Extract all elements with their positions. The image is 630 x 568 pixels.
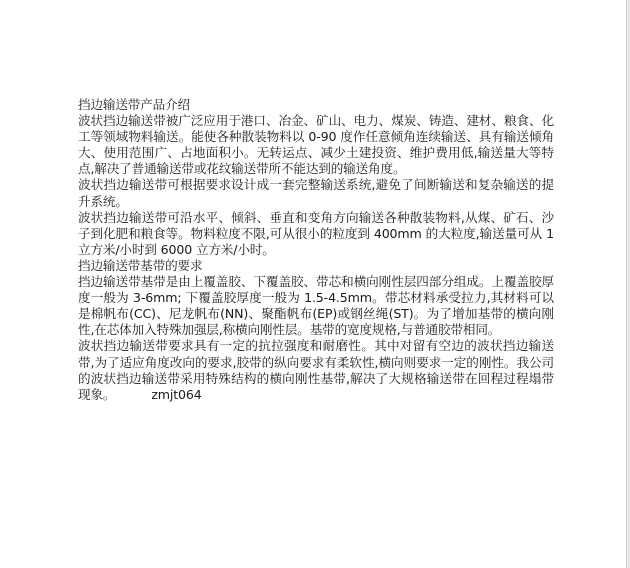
page-right-edge (626, 0, 630, 568)
article-body (78, 97, 554, 403)
product-code: zmjt064 (151, 386, 202, 402)
paragraph-intro: 波状挡边输送带被广泛应用于港口、冶金、矿山、电力、煤炭、铸造、建材、粮食、化工等领域物料输送。能使各种散装物料以 0-90 度作任意倾角连续输送、具有输送倾角大、使用范围广、占地面积小。无转运点、减少土建投资、维护费用低,输送量大等特点,解决了普通输送带或花纹输送带所不能达到的输送角度。 (78, 113, 554, 177)
paragraph-capacity: 波状挡边输送带可沿水平、倾斜、垂直和变角方向输送各种散装物料,从煤、矿石、沙子到化肥和粮食等。物料粒度不限,可从很小的粒度到 400mm 的大粒度,输送量可从 1 立方米/小时到 6000 立方米/小时。 (78, 209, 554, 257)
paragraph-base-belt: 挡边输送带基带是由上覆盖胶、下覆盖胶、带芯和横向刚性层四部分组成。上覆盖胶厚度一般为 3-6mm; 下覆盖胶厚度一般为 1.5-4.5mm。带芯材料承受拉力,其材料可以是棉帆布(CC)、尼龙帆布(NN)、聚酯帆布(EP)或钢丝绳(ST)。为了增加基带的横向刚性,在芯体加入特殊加强层,称横向刚性层。基带的宽度规格,与普通胶带相同。 (78, 274, 554, 338)
paragraph-requirements-text: 波状挡边输送带要求具有一定的抗拉强度和耐磨性。其中对留有空边的波状挡边输送带,为了适应角度改向的要求,胶带的纵向要求有柔软性,横向则要求一定的刚性。我公司的波状挡边输送带采用特殊结构的横向刚性基带,解决了大规格输送带在回程过程塌带现象。 (78, 338, 554, 402)
paragraph-requirements (78, 338, 554, 402)
paragraph-system: 波状挡边输送带可根据要求设计成一套完整输送系统,避免了间断输送和复杂输送的提升系统。 (78, 177, 554, 209)
article-heading: 挡边输送带产品介绍 (78, 97, 190, 112)
article-subheading: 挡边输送带基带的要求 (78, 257, 203, 273)
